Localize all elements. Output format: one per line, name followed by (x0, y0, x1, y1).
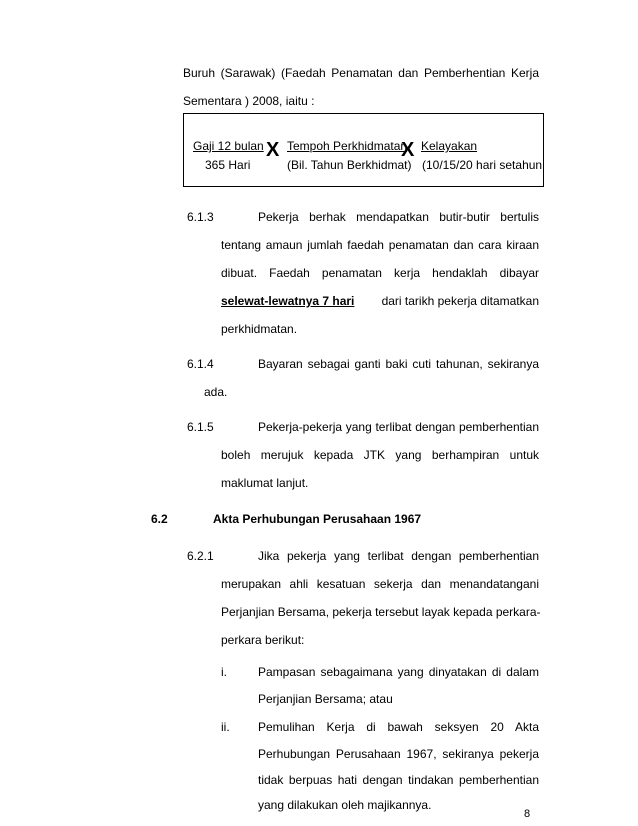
list-marker-ii: ii. (221, 720, 230, 734)
s621-line-2: merupakan ahli kesatuan sekerja dan menandatangani (221, 577, 539, 591)
s613-line-1: Pekerja berhak mendapatkan butir-butir bertulis (258, 210, 539, 224)
page-number: 8 (524, 808, 531, 820)
s614-line-2: ada. (204, 385, 228, 399)
item-ii-line-4: yang dilakukan oleh majikannya. (258, 798, 432, 812)
multiply-symbol-2: X (401, 139, 415, 161)
section-heading-6-2: Akta Perhubungan Perusahaan 1967 (213, 512, 422, 526)
multiply-symbol-1: X (266, 139, 280, 161)
intro-line-2: Sementara ) 2008, iaitu : (183, 94, 315, 108)
s613-line-2: tentang amaun jumlah faedah penamatan dan cara kiraan (221, 238, 539, 252)
formula-term1-denominator: 365 Hari (205, 158, 251, 172)
payment-deadline-emphasis: selewat-lewatnya 7 hari (221, 294, 355, 308)
formula-term3-numerator: Kelayakan (421, 139, 478, 153)
item-i-line-2: Perjanjian Bersama; atau (258, 692, 393, 706)
s614-line-1: Bayaran sebagai ganti baki cuti tahunan, sekiranya (258, 357, 539, 371)
formula-term2-denominator: (Bil. Tahun Berkhidmat) (287, 158, 412, 172)
s621-line-1: Jika pekerja yang terlibat dengan pemberhentian (258, 549, 539, 563)
s613-line-4 (221, 294, 539, 308)
s621-line-3: Perjanjian Bersama, pekerja tersebut layak kepada perkara- (221, 605, 541, 619)
section-number-6-2-1: 6.2.1 (187, 549, 214, 563)
intro-line-1: Buruh (Sarawak) (Faedah Penamatan dan Pemberhentian Kerja (183, 66, 539, 80)
item-i-line-1: Pampasan sebagaimana yang dinyatakan di dalam (258, 665, 539, 679)
s615-line-2: boleh merujuk kepada JTK yang berhampiran untuk (221, 448, 539, 462)
section-number-6-2: 6.2 (151, 512, 168, 526)
item-ii-line-1: Pemulihan Kerja di bawah seksyen 20 Akta (258, 720, 539, 734)
formula-term3-denominator: (10/15/20 hari setahun (422, 158, 543, 172)
formula-term2-numerator: Tempoh Perkhidmatan (287, 139, 408, 153)
formula-term1-numerator: Gaji 12 bulan (193, 139, 264, 153)
s621-line-4: perkara berikut: (221, 633, 305, 647)
s615-line-3: maklumat lanjut. (221, 476, 309, 490)
s613-line-3: dibuat. Faedah penamatan kerja hendaklah dibayar (221, 266, 539, 280)
item-ii-line-3: tidak berpuas hati dengan tindakan pemberhentian (258, 773, 539, 787)
section-number-6-1-5: 6.1.5 (187, 420, 214, 434)
item-ii-line-2: Perhubungan Perusahaan 1967, sekiranya pekerja (258, 747, 539, 761)
section-number-6-1-4: 6.1.4 (187, 357, 214, 371)
s613-line-5: perkhidmatan. (221, 322, 298, 336)
s615-line-1: Pekerja-pekerja yang terlibat dengan pemberhentian (258, 420, 539, 434)
list-marker-i: i. (221, 665, 227, 679)
s613-line-4-rest: dari tarikh pekerja ditamatkan (381, 294, 539, 308)
section-number-6-1-3: 6.1.3 (187, 210, 214, 224)
